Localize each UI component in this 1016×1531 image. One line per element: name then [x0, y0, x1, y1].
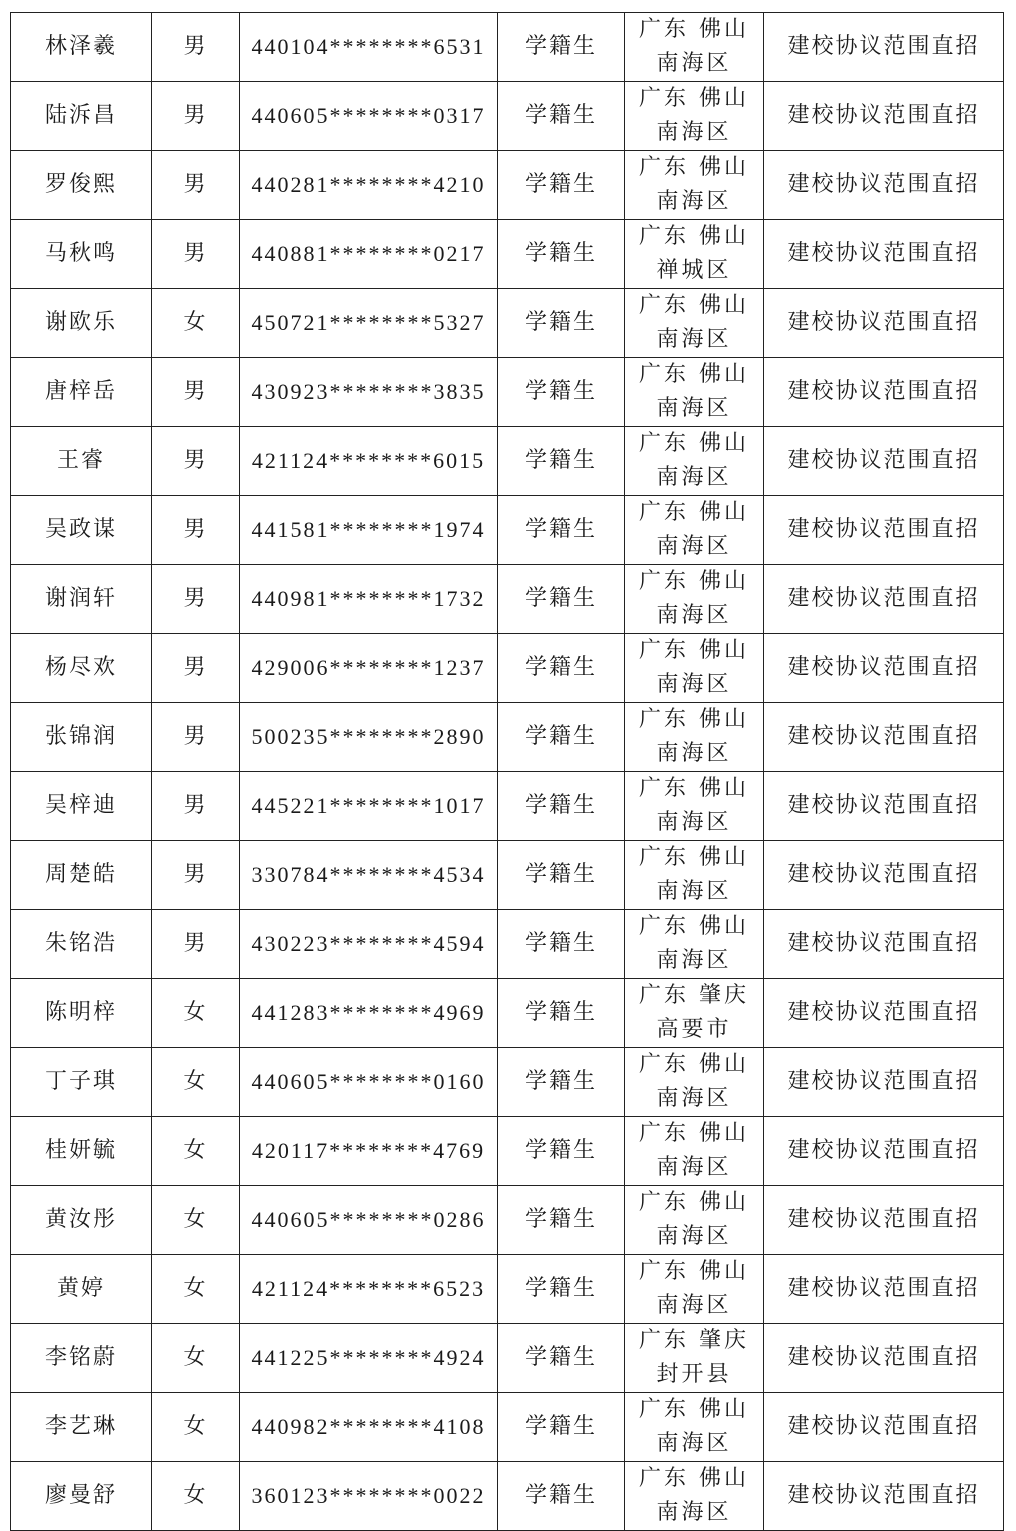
location-cell: [625, 496, 764, 565]
location-province-city: 广东 佛山: [639, 224, 749, 249]
location-cell: [625, 1048, 764, 1117]
id-number-cell: 445221********1017: [240, 772, 498, 841]
location-district: 南海区: [656, 948, 732, 973]
gender-cell: 女: [152, 1255, 240, 1324]
student-name-cell: 谢欧乐: [11, 289, 152, 358]
location-cell: [625, 82, 764, 151]
student-name-cell: 杨尽欢: [11, 634, 152, 703]
id-number-cell: 441581********1974: [240, 496, 498, 565]
location-cell: [625, 1462, 764, 1531]
location-cell: [625, 1393, 764, 1462]
location-province-city: 广东 佛山: [639, 500, 749, 525]
location-province-city: 广东 佛山: [639, 293, 749, 318]
gender-cell: 女: [152, 289, 240, 358]
location-cell: [625, 289, 764, 358]
admission-category-cell: 建校协议范围直招: [764, 1117, 1004, 1186]
enrollment-status-cell: 学籍生: [498, 496, 625, 565]
student-name-cell: 陆泝昌: [11, 82, 152, 151]
location-province-city: 广东 佛山: [639, 776, 749, 801]
gender-cell: 男: [152, 151, 240, 220]
gender-cell: 男: [152, 772, 240, 841]
location-district: 高要市: [656, 1017, 732, 1042]
location-district: 南海区: [656, 189, 732, 214]
gender-cell: 男: [152, 82, 240, 151]
admission-category-cell: 建校协议范围直招: [764, 358, 1004, 427]
student-name-cell: 王睿: [11, 427, 152, 496]
admission-category-cell: 建校协议范围直招: [764, 13, 1004, 82]
id-number-cell: 500235********2890: [240, 703, 498, 772]
student-name-cell: 陈明梓: [11, 979, 152, 1048]
location-cell: [625, 151, 764, 220]
id-number-cell: 430223********4594: [240, 910, 498, 979]
id-number-cell: 440981********1732: [240, 565, 498, 634]
id-number-cell: 429006********1237: [240, 634, 498, 703]
student-name-cell: 桂妍毓: [11, 1117, 152, 1186]
location-district: 南海区: [656, 1155, 732, 1180]
table-row: [11, 565, 1004, 634]
location-cell: [625, 358, 764, 427]
id-number-cell: 440104********6531: [240, 13, 498, 82]
admission-category-cell: 建校协议范围直招: [764, 910, 1004, 979]
student-name-cell: 朱铭浩: [11, 910, 152, 979]
location-cell: [625, 772, 764, 841]
enrollment-status-cell: 学籍生: [498, 427, 625, 496]
location-cell: [625, 1324, 764, 1393]
location-district: 南海区: [656, 672, 732, 697]
location-province-city: 广东 肇庆: [639, 983, 749, 1008]
gender-cell: 男: [152, 910, 240, 979]
gender-cell: 男: [152, 13, 240, 82]
location-cell: [625, 565, 764, 634]
location-district: 南海区: [656, 51, 732, 76]
table-row: [11, 1393, 1004, 1462]
table-row: [11, 82, 1004, 151]
enrollment-status-cell: 学籍生: [498, 1393, 625, 1462]
admission-category-cell: 建校协议范围直招: [764, 220, 1004, 289]
id-number-cell: 440881********0217: [240, 220, 498, 289]
gender-cell: 男: [152, 427, 240, 496]
admission-category-cell: 建校协议范围直招: [764, 1324, 1004, 1393]
location-district: 南海区: [656, 1293, 732, 1318]
location-province-city: 广东 佛山: [639, 431, 749, 456]
location-province-city: 广东 佛山: [639, 362, 749, 387]
admission-category-cell: 建校协议范围直招: [764, 1255, 1004, 1324]
id-number-cell: 360123********0022: [240, 1462, 498, 1531]
enrollment-status-cell: 学籍生: [498, 634, 625, 703]
location-district: 南海区: [656, 465, 732, 490]
table-row: [11, 13, 1004, 82]
location-district: 南海区: [656, 1086, 732, 1111]
table-row: [11, 220, 1004, 289]
location-province-city: 广东 佛山: [639, 1397, 749, 1422]
location-cell: [625, 979, 764, 1048]
student-name-cell: 吴梓迪: [11, 772, 152, 841]
id-number-cell: 420117********4769: [240, 1117, 498, 1186]
location-cell: [625, 427, 764, 496]
student-name-cell: 周楚皓: [11, 841, 152, 910]
gender-cell: 女: [152, 1048, 240, 1117]
gender-cell: 男: [152, 565, 240, 634]
location-district: 南海区: [656, 603, 732, 628]
location-district: 南海区: [656, 879, 732, 904]
enrollment-status-cell: 学籍生: [498, 1255, 625, 1324]
admission-category-cell: 建校协议范围直招: [764, 1462, 1004, 1531]
table-row: [11, 772, 1004, 841]
location-cell: [625, 1186, 764, 1255]
table-row: [11, 1255, 1004, 1324]
student-name-cell: 吴政谋: [11, 496, 152, 565]
location-province-city: 广东 佛山: [639, 569, 749, 594]
enrollment-status-cell: 学籍生: [498, 13, 625, 82]
student-name-cell: 黄汝彤: [11, 1186, 152, 1255]
location-cell: [625, 910, 764, 979]
admission-category-cell: 建校协议范围直招: [764, 1393, 1004, 1462]
gender-cell: 女: [152, 1462, 240, 1531]
location-district: 南海区: [656, 534, 732, 559]
location-district: 封开县: [656, 1362, 732, 1387]
location-province-city: 广东 佛山: [639, 707, 749, 732]
admission-category-cell: 建校协议范围直招: [764, 979, 1004, 1048]
id-number-cell: 440605********0160: [240, 1048, 498, 1117]
enrollment-status-cell: 学籍生: [498, 1462, 625, 1531]
location-district: 南海区: [656, 1431, 732, 1456]
location-district: 南海区: [656, 327, 732, 352]
table-row: [11, 1048, 1004, 1117]
location-cell: [625, 220, 764, 289]
gender-cell: 男: [152, 634, 240, 703]
enrollment-status-cell: 学籍生: [498, 1186, 625, 1255]
admission-category-cell: 建校协议范围直招: [764, 289, 1004, 358]
admission-category-cell: 建校协议范围直招: [764, 772, 1004, 841]
gender-cell: 男: [152, 220, 240, 289]
id-number-cell: 450721********5327: [240, 289, 498, 358]
id-number-cell: 440982********4108: [240, 1393, 498, 1462]
location-province-city: 广东 佛山: [639, 1190, 749, 1215]
location-cell: [625, 841, 764, 910]
enrollment-status-cell: 学籍生: [498, 1117, 625, 1186]
gender-cell: 女: [152, 979, 240, 1048]
gender-cell: 男: [152, 841, 240, 910]
gender-cell: 女: [152, 1324, 240, 1393]
gender-cell: 男: [152, 358, 240, 427]
location-district: 南海区: [656, 741, 732, 766]
location-cell: [625, 1255, 764, 1324]
location-province-city: 广东 佛山: [639, 638, 749, 663]
location-province-city: 广东 肇庆: [639, 1328, 749, 1353]
table-row: [11, 496, 1004, 565]
student-name-cell: 黄婷: [11, 1255, 152, 1324]
admission-category-cell: 建校协议范围直招: [764, 634, 1004, 703]
location-province-city: 广东 佛山: [639, 1466, 749, 1491]
gender-cell: 女: [152, 1393, 240, 1462]
table-row: [11, 1462, 1004, 1531]
location-district: 南海区: [656, 396, 732, 421]
location-cell: [625, 634, 764, 703]
location-province-city: 广东 佛山: [639, 86, 749, 111]
table-row: [11, 1117, 1004, 1186]
location-province-city: 广东 佛山: [639, 1259, 749, 1284]
student-name-cell: 谢润轩: [11, 565, 152, 634]
table-row: [11, 1324, 1004, 1393]
enrollment-status-cell: 学籍生: [498, 358, 625, 427]
location-cell: [625, 703, 764, 772]
location-district: 禅城区: [656, 258, 732, 283]
student-name-cell: 唐梓岳: [11, 358, 152, 427]
enrollment-status-cell: 学籍生: [498, 772, 625, 841]
id-number-cell: 441225********4924: [240, 1324, 498, 1393]
id-number-cell: 441283********4969: [240, 979, 498, 1048]
student-name-cell: 罗俊熙: [11, 151, 152, 220]
student-name-cell: 李艺琳: [11, 1393, 152, 1462]
enrollment-status-cell: 学籍生: [498, 1048, 625, 1117]
admission-category-cell: 建校协议范围直招: [764, 427, 1004, 496]
gender-cell: 男: [152, 703, 240, 772]
location-district: 南海区: [656, 120, 732, 145]
enrollment-status-cell: 学籍生: [498, 841, 625, 910]
table-row: [11, 289, 1004, 358]
admission-category-cell: 建校协议范围直招: [764, 1186, 1004, 1255]
location-province-city: 广东 佛山: [639, 914, 749, 939]
id-number-cell: 421124********6523: [240, 1255, 498, 1324]
admission-category-cell: 建校协议范围直招: [764, 703, 1004, 772]
table-row: [11, 910, 1004, 979]
student-name-cell: 丁子琪: [11, 1048, 152, 1117]
student-name-cell: 林泽羲: [11, 13, 152, 82]
location-province-city: 广东 佛山: [639, 845, 749, 870]
enrollment-status-cell: 学籍生: [498, 703, 625, 772]
location-cell: [625, 1117, 764, 1186]
gender-cell: 女: [152, 1117, 240, 1186]
id-number-cell: 440605********0317: [240, 82, 498, 151]
location-cell: [625, 13, 764, 82]
admission-category-cell: 建校协议范围直招: [764, 82, 1004, 151]
table-row: [11, 427, 1004, 496]
roster-body: [11, 13, 1004, 1531]
admission-category-cell: 建校协议范围直招: [764, 841, 1004, 910]
enrollment-status-cell: 学籍生: [498, 151, 625, 220]
admission-category-cell: 建校协议范围直招: [764, 565, 1004, 634]
enrollment-status-cell: 学籍生: [498, 82, 625, 151]
table-row: [11, 703, 1004, 772]
location-province-city: 广东 佛山: [639, 17, 749, 42]
admission-category-cell: 建校协议范围直招: [764, 151, 1004, 220]
table-row: [11, 1186, 1004, 1255]
enrollment-status-cell: 学籍生: [498, 910, 625, 979]
id-number-cell: 421124********6015: [240, 427, 498, 496]
location-district: 南海区: [656, 1224, 732, 1249]
enrollment-status-cell: 学籍生: [498, 979, 625, 1048]
enrollment-status-cell: 学籍生: [498, 220, 625, 289]
student-name-cell: 马秋鸣: [11, 220, 152, 289]
admission-category-cell: 建校协议范围直招: [764, 496, 1004, 565]
student-roster-table: [10, 12, 1004, 1531]
table-row: [11, 979, 1004, 1048]
location-district: 南海区: [656, 1500, 732, 1525]
table-row: [11, 151, 1004, 220]
id-number-cell: 330784********4534: [240, 841, 498, 910]
student-name-cell: 李铭蔚: [11, 1324, 152, 1393]
id-number-cell: 440605********0286: [240, 1186, 498, 1255]
enrollment-status-cell: 学籍生: [498, 289, 625, 358]
enrollment-status-cell: 学籍生: [498, 565, 625, 634]
student-name-cell: 张锦润: [11, 703, 152, 772]
table-row: [11, 634, 1004, 703]
location-province-city: 广东 佛山: [639, 155, 749, 180]
table-row: [11, 841, 1004, 910]
location-province-city: 广东 佛山: [639, 1121, 749, 1146]
location-district: 南海区: [656, 810, 732, 835]
admission-category-cell: 建校协议范围直招: [764, 1048, 1004, 1117]
student-name-cell: 廖曼舒: [11, 1462, 152, 1531]
enrollment-status-cell: 学籍生: [498, 1324, 625, 1393]
id-number-cell: 440281********4210: [240, 151, 498, 220]
table-row: [11, 358, 1004, 427]
gender-cell: 女: [152, 1186, 240, 1255]
gender-cell: 男: [152, 496, 240, 565]
id-number-cell: 430923********3835: [240, 358, 498, 427]
location-province-city: 广东 佛山: [639, 1052, 749, 1077]
